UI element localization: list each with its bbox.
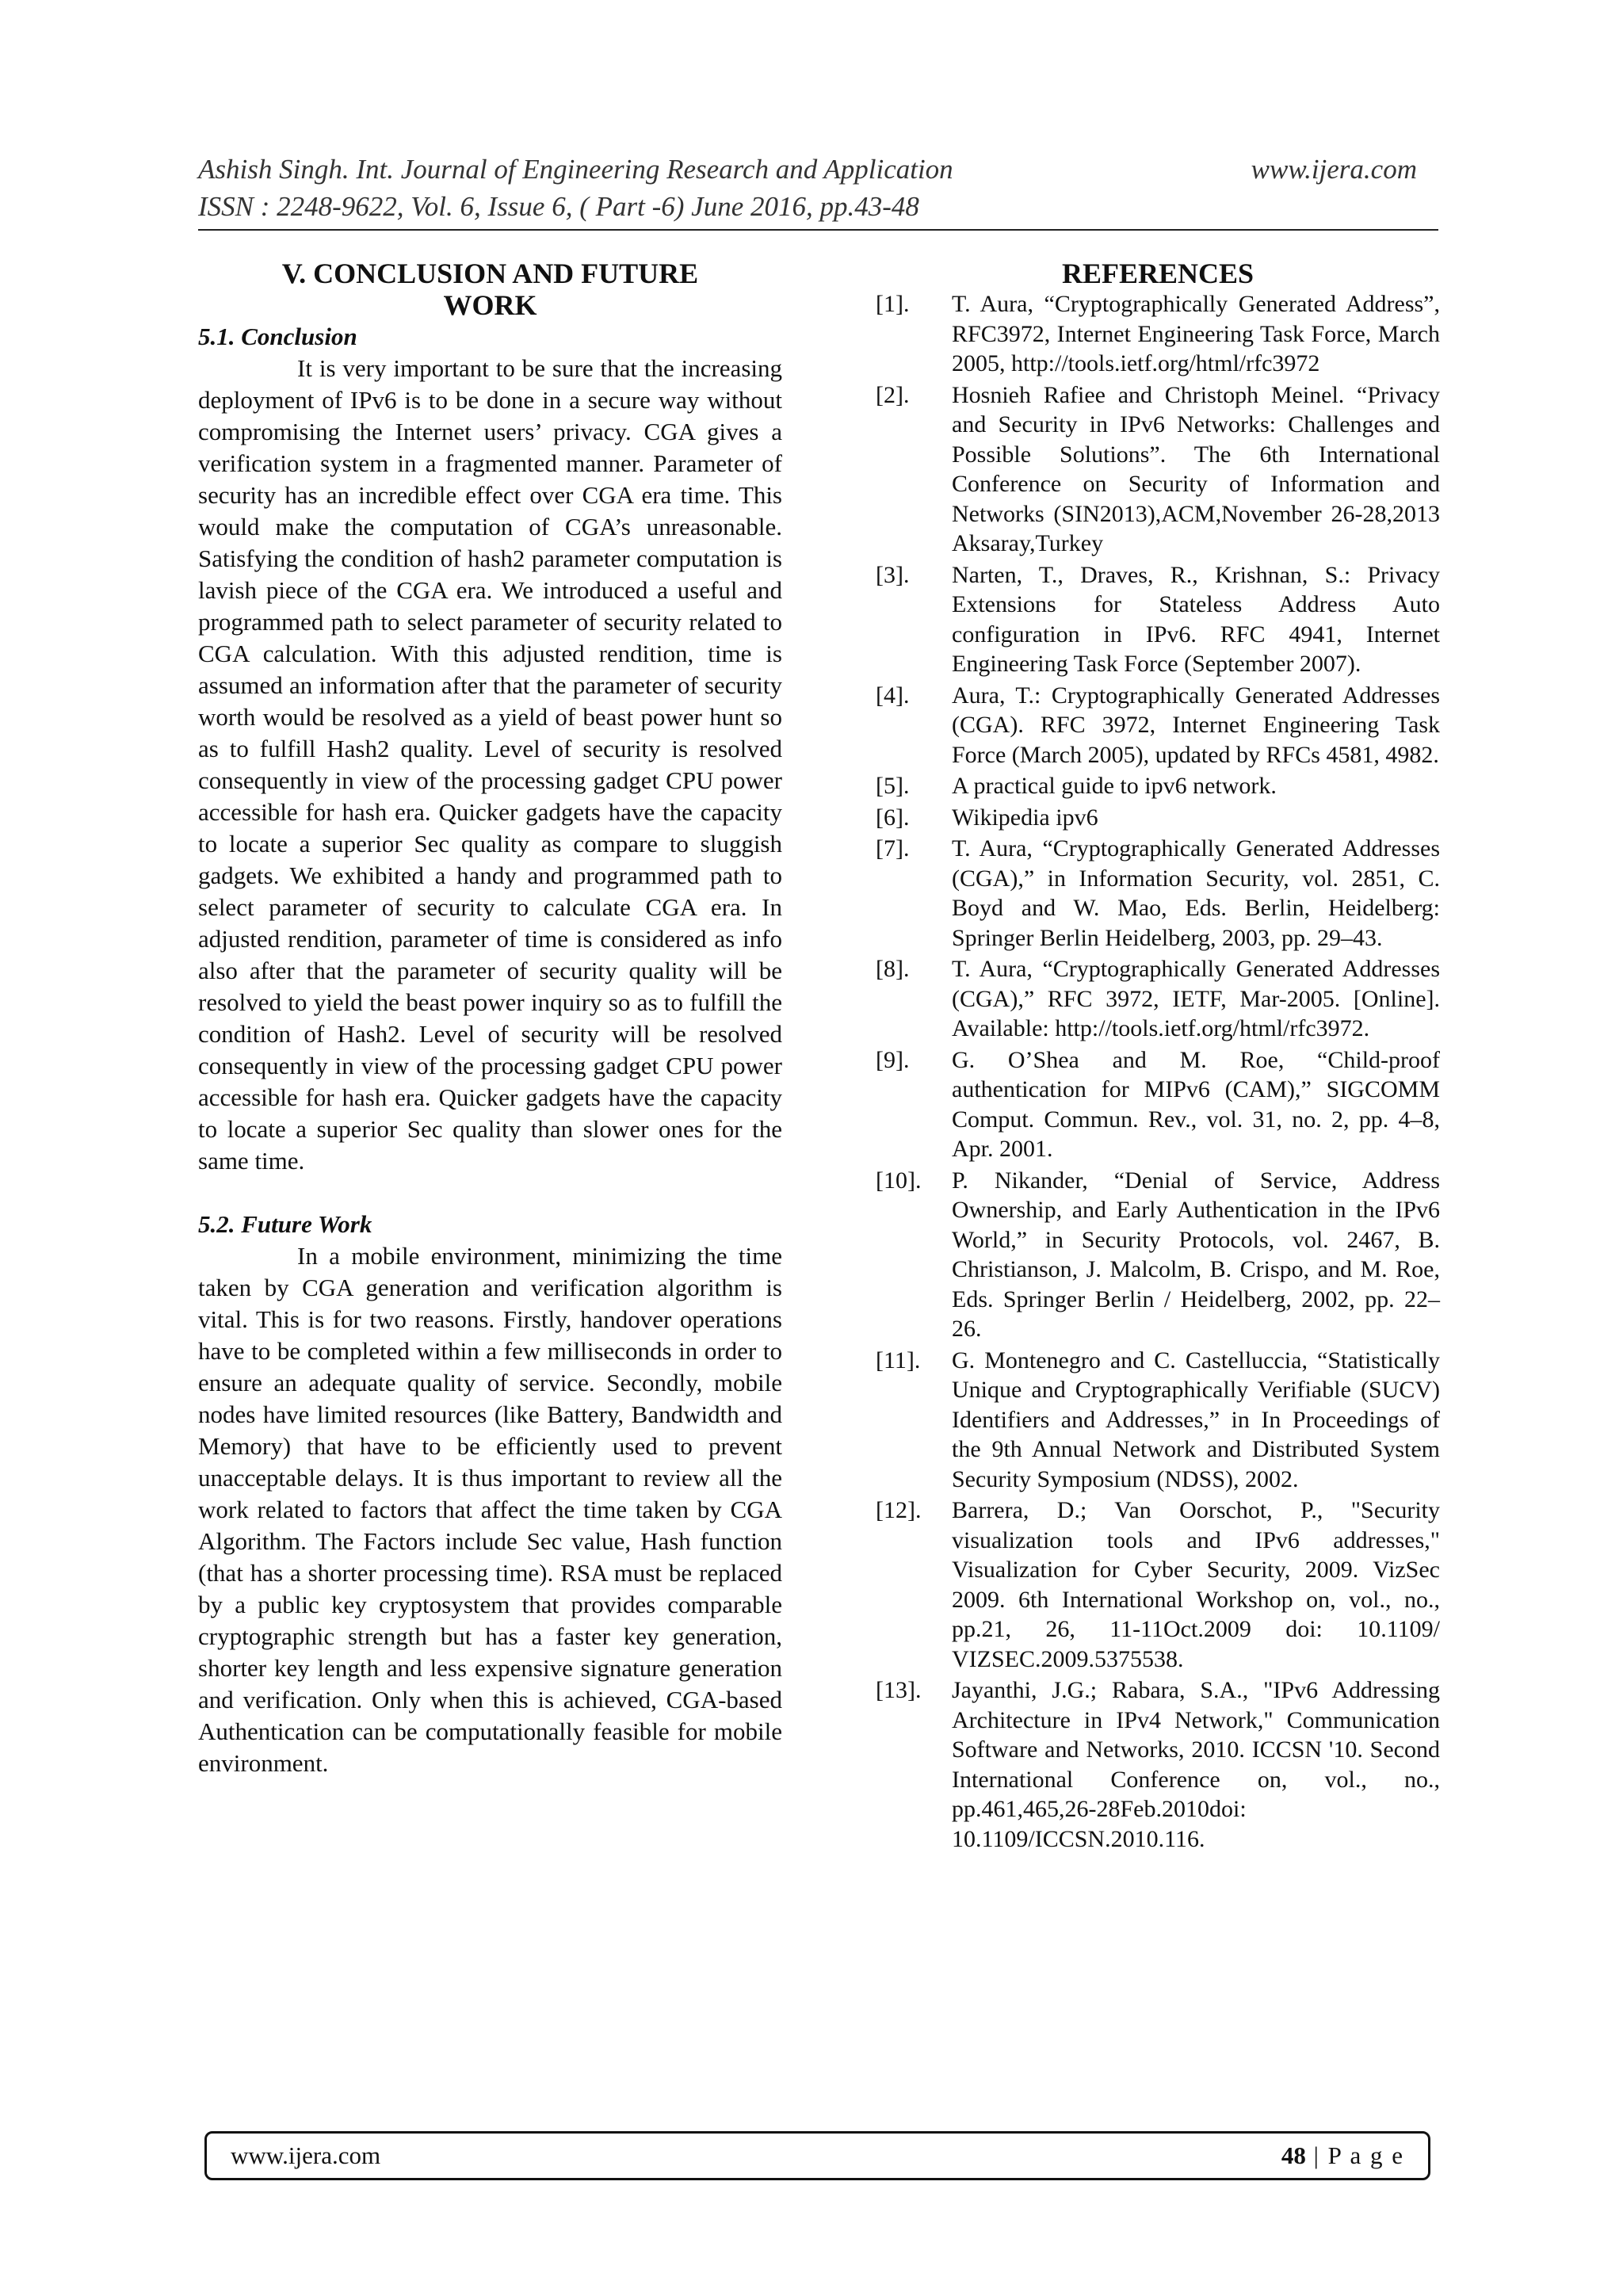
reference-item [876, 1675, 1440, 1854]
page-number-value: 48 [1281, 2141, 1306, 2169]
reference-text: P. Nikander, “Denial of Service, Address Ownership, and Early Authentication in the IPv6 World,” in Security Protocols, vol. 2467, B. Christianson, J. Malcolm, B. Crispo, and M. Roe, Eds. Springer Berlin / Heidelberg, 2002, pp. 22–26. [952, 1167, 1440, 1342]
reference-item [876, 834, 1440, 953]
reference-number: [2]. [876, 381, 910, 408]
reference-item [876, 771, 1440, 801]
reference-number: [8]. [876, 956, 910, 982]
reference-text: Aura, T.: Cryptographically Generated Addresses (CGA). RFC 3972, Internet Engineering Task Force (March 2005), updated by RFCs 4581, 4982. [952, 682, 1440, 768]
reference-item [876, 380, 1440, 559]
future-work-paragraph: In a mobile environment, minimizing the time taken by CGA generation and verification algorithm is vital. This is for two reasons. Firstly, handover operations have to be completed within a few milliseconds in order to ensure an adequate quality of service. Secondly, mobile nodes have limited resources (like Battery, Bandwidth and Memory) that have to be efficiently used to prevent unacceptable delays. It is thus important to review all the work related to factors that affect the time taken by CGA Algorithm. The Factors include Sec value, Hash function (that has a shorter processing time). RSA must be replaced by a public key cryptosystem that provides comparable cryptographic strength but has a faster key generation, shorter key length and less expensive signature generation and verification. Only when this is achieved, CGA-based Authentication can be computationally feasible for mobile environment. [198, 1242, 782, 1777]
reference-item [876, 1045, 1440, 1164]
conclusion-heading: 5.1. Conclusion [198, 323, 357, 350]
page-number [1281, 2141, 1404, 2170]
reference-text: Barrera, D.; Van Oorschot, P., "Security visualization tools and IPv6 addresses," Visualization for Cyber Security, 2009. VizSec 2009. 6th International Workshop on, vol., no., pp.21, 26, 11-11Oct.2009 doi: 10.1109/ VIZSEC.2009.5375538. [952, 1497, 1440, 1672]
reference-text: T. Aura, “Cryptographically Generated Address”, RFC3972, Internet Engineering Task Force, March 2005, http://tools.ietf.org/html/rfc3972 [952, 291, 1440, 376]
reference-number: [13]. [876, 1677, 922, 1703]
page-footer [204, 2131, 1430, 2180]
spacer [198, 1177, 782, 1209]
future-work-heading: 5.2. Future Work [198, 1210, 372, 1238]
reference-text: A practical guide to ipv6 network. [952, 773, 1277, 799]
left-column [198, 258, 782, 1779]
section-title: V. CONCLUSION AND FUTURE WORK [281, 258, 699, 321]
reference-item [876, 1166, 1440, 1344]
reference-number: [6]. [876, 804, 910, 831]
reference-item [876, 560, 1440, 679]
reference-item [876, 1496, 1440, 1674]
reference-text: Jayanthi, J.G.; Rabara, S.A., "IPv6 Addressing Architecture in IPv4 Network," Communication Software and Networks, 2010. ICCSN '10. Second International Conference on, vol., no., pp.461,465,26-28Feb.2010doi: 10.1109/ICCSN.2010.116. [952, 1677, 1440, 1852]
reference-number: [5]. [876, 773, 910, 799]
reference-number: [1]. [876, 291, 910, 317]
reference-number: [7]. [876, 835, 910, 861]
reference-text: Wikipedia ipv6 [952, 804, 1098, 831]
reference-number: [4]. [876, 682, 910, 709]
reference-text: T. Aura, “Cryptographically Generated Addresses (CGA),” in Information Security, vol. 2851, C. Boyd and W. Mao, Eds. Berlin, Heidelberg: Springer Berlin Heidelberg, 2003, pp. 29–43. [952, 835, 1440, 951]
reference-number: [11]. [876, 1347, 921, 1373]
reference-item [876, 803, 1440, 833]
page-label: | P a g e [1305, 2141, 1404, 2169]
references-heading: REFERENCES [1061, 258, 1254, 289]
reference-number: [9]. [876, 1046, 910, 1073]
header-divider [198, 229, 1438, 231]
running-header [198, 151, 1417, 225]
reference-item [876, 1346, 1440, 1495]
footer-website[interactable]: www.ijera.com [231, 2141, 381, 2169]
issn-line: ISSN : 2248-9622, Vol. 6, Issue 6, ( Part -6) June 2016, pp.43-48 [198, 191, 919, 222]
reference-item [876, 681, 1440, 770]
reference-item [876, 954, 1440, 1044]
reference-text: G. O’Shea and M. Roe, “Child-proof authentication for MIPv6 (CAM),” SIGCOMM Comput. Commun. Rev., vol. 31, no. 2, pp. 4–8, Apr. 2001. [952, 1046, 1440, 1162]
reference-text: Hosnieh Rafiee and Christoph Meinel. “Privacy and Security in IPv6 Networks: Challenges and Possible Solutions”. The 6th International Conference on Security of Information and Networks (SIN2013),ACM,November 26-28,2013 Aksaray,Turkey [952, 381, 1440, 556]
reference-number: [12]. [876, 1497, 922, 1523]
reference-list [876, 289, 1440, 1854]
reference-text: G. Montenegro and C. Castelluccia, “Statistically Unique and Cryptographically Verifiable (SUCV) Identifiers and Addresses,” in In Proceedings of the 9th Annual Network and Distributed System Security Symposium (NDSS), 2002. [952, 1347, 1440, 1492]
right-column [876, 258, 1440, 1855]
reference-text: Narten, T., Draves, R., Krishnan, S.: Privacy Extensions for Stateless Address Auto configuration in IPv6. RFC 4941, Internet Engineering Task Force (September 2007). [952, 561, 1440, 677]
reference-number: [3]. [876, 561, 910, 588]
journal-website[interactable]: www.ijera.com [1251, 154, 1417, 185]
conclusion-paragraph: It is very important to be sure that the increasing deployment of IPv6 is to be done in a secure way without compromising the Internet users’ privacy. CGA gives a verification system in a fragmented manner. Parameter of security has an incredible effect over CGA era time. This would make the computation of CGA’s unreasonable. Satisfying the condition of hash2 parameter computation is lavish piece of the CGA era. We introduced a useful and programmed path to select parameter of security related to CGA calculation. With this adjusted rendition, time is assumed an information after that the parameter of security worth would be resolved as a yield of beast power hunt so as to fulfill Hash2 quality. Level of security is resolved consequently in view of the processing gadget CPU power accessible for hash era. Quicker gadgets have the capacity to locate a superior Sec quality as compare to sluggish gadgets. We exhibited a handy and programmed path to select parameter of security to calculate CGA era. In adjusted rendition, parameter of time is considered as info also after that the parameter of security quality will be resolved to yield the beast power inquiry so as to fulfill the condition of Hash2. Level of security will be resolved consequently in view of the processing gadget CPU power accessible for hash era. Quicker gadgets have the capacity to locate a superior Sec quality than slower ones for the same time. [198, 354, 782, 1175]
journal-citation: Ashish Singh. Int. Journal of Engineering Research and Application [198, 154, 953, 185]
reference-item [876, 289, 1440, 379]
reference-number: [10]. [876, 1167, 922, 1194]
reference-text: T. Aura, “Cryptographically Generated Addresses (CGA),” RFC 3972, IETF, Mar-2005. [Online]. Available: http://tools.ietf.org/html/rfc3972. [952, 956, 1440, 1041]
